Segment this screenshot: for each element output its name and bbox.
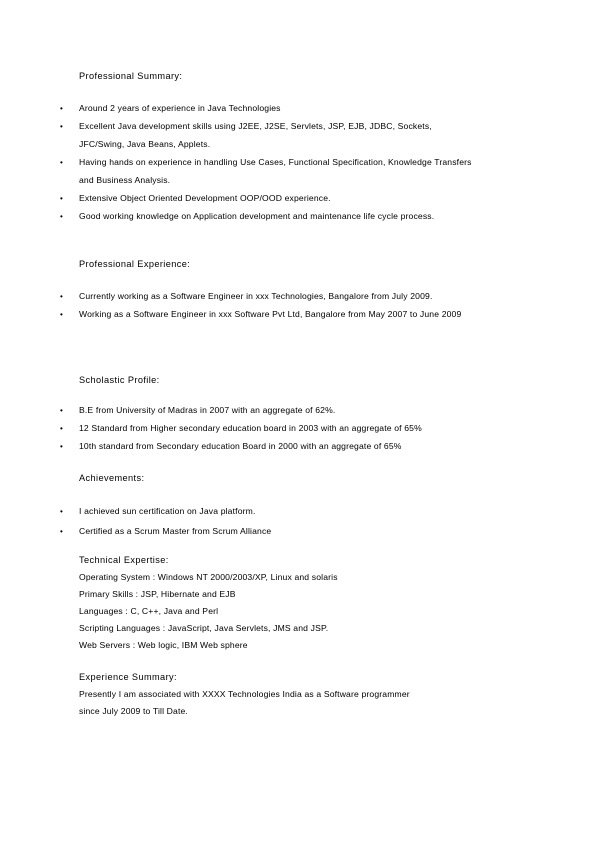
achievements-heading: Achievements:	[79, 473, 145, 483]
primary-skills-line: Primary Skills : JSP, Hibernate and EJB	[79, 589, 236, 599]
list-item: • 10th standard from Secondary education Board in 2000 with an aggregate of 65%	[0, 438, 519, 456]
bullet-icon: •	[60, 157, 63, 167]
list-item: • I achieved sun certification on Java platform.	[0, 502, 479, 521]
list-item: • Around 2 years of experience in Java Technologies	[0, 100, 479, 118]
list-item: • Working as a Software Engineer in xxx Software Pvt Ltd, Bangalore from May 2007 to June 2009	[0, 306, 479, 324]
scripting-languages-line: Scripting Languages : JavaScript, Java Servlets, JMS and JSP.	[79, 623, 329, 633]
list-item: • Extensive Object Oriented Development OOP/OOD experience.	[0, 190, 479, 208]
experience-summary-heading: Experience Summary:	[79, 672, 177, 682]
bullet-icon: •	[60, 507, 63, 516]
bullet-icon: •	[60, 292, 63, 301]
technical-expertise-heading: Technical Expertise:	[79, 555, 169, 565]
professional-summary-list	[0, 100, 595, 226]
bullet-icon: •	[60, 310, 63, 320]
experience-summary-line: since July 2009 to Till Date.	[79, 706, 188, 716]
scholastic-profile-list	[0, 402, 595, 457]
list-item: • Having hands on experience in handling Use Cases, Functional Specification, Knowledge Transfers and Business Analysis.	[0, 154, 479, 189]
professional-summary-heading: Professional Summary:	[79, 71, 183, 81]
bullet-icon: •	[60, 406, 63, 415]
bullet-icon: •	[60, 526, 63, 536]
bullet-icon: •	[60, 122, 63, 132]
list-item: • Good working knowledge on Application development and maintenance life cycle process.	[0, 208, 479, 226]
bullet-icon: •	[60, 104, 63, 113]
list-item: • Currently working as a Software Engineer in xxx Technologies, Bangalore from July 2009.	[0, 288, 479, 306]
operating-system-line: Operating System : Windows NT 2000/2003/XP, Linux and solaris	[79, 572, 338, 582]
experience-summary-line: Presently I am associated with XXXX Technologies India as a Software programmer	[79, 689, 410, 699]
list-item: • Excellent Java development skills using J2EE, J2SE, Servlets, JSP, EJB, JDBC, Sockets, JFC/Swing, Java Beans, Applets.	[0, 118, 479, 153]
web-servers-line: Web Servers : Web logic, IBM Web sphere	[79, 640, 248, 650]
experience-summary-section	[79, 669, 499, 720]
professional-experience-list	[0, 288, 595, 324]
scholastic-profile-heading: Scholastic Profile:	[79, 375, 160, 385]
list-item: • Certified as a Scrum Master from Scrum Alliance	[0, 522, 479, 541]
bullet-icon: •	[60, 193, 63, 203]
bullet-icon: •	[60, 211, 63, 221]
technical-expertise-section	[79, 552, 499, 654]
list-item: • 12 Standard from Higher secondary education board in 2003 with an aggregate of 65%	[0, 420, 519, 438]
bullet-icon: •	[60, 424, 63, 434]
professional-experience-heading: Professional Experience:	[79, 259, 191, 269]
achievements-list	[0, 502, 595, 541]
bullet-icon: •	[60, 442, 63, 452]
list-item: • B.E from University of Madras in 2007 with an aggregate of 62%.	[0, 402, 519, 420]
languages-line: Languages : C, C++, Java and Perl	[79, 606, 219, 616]
